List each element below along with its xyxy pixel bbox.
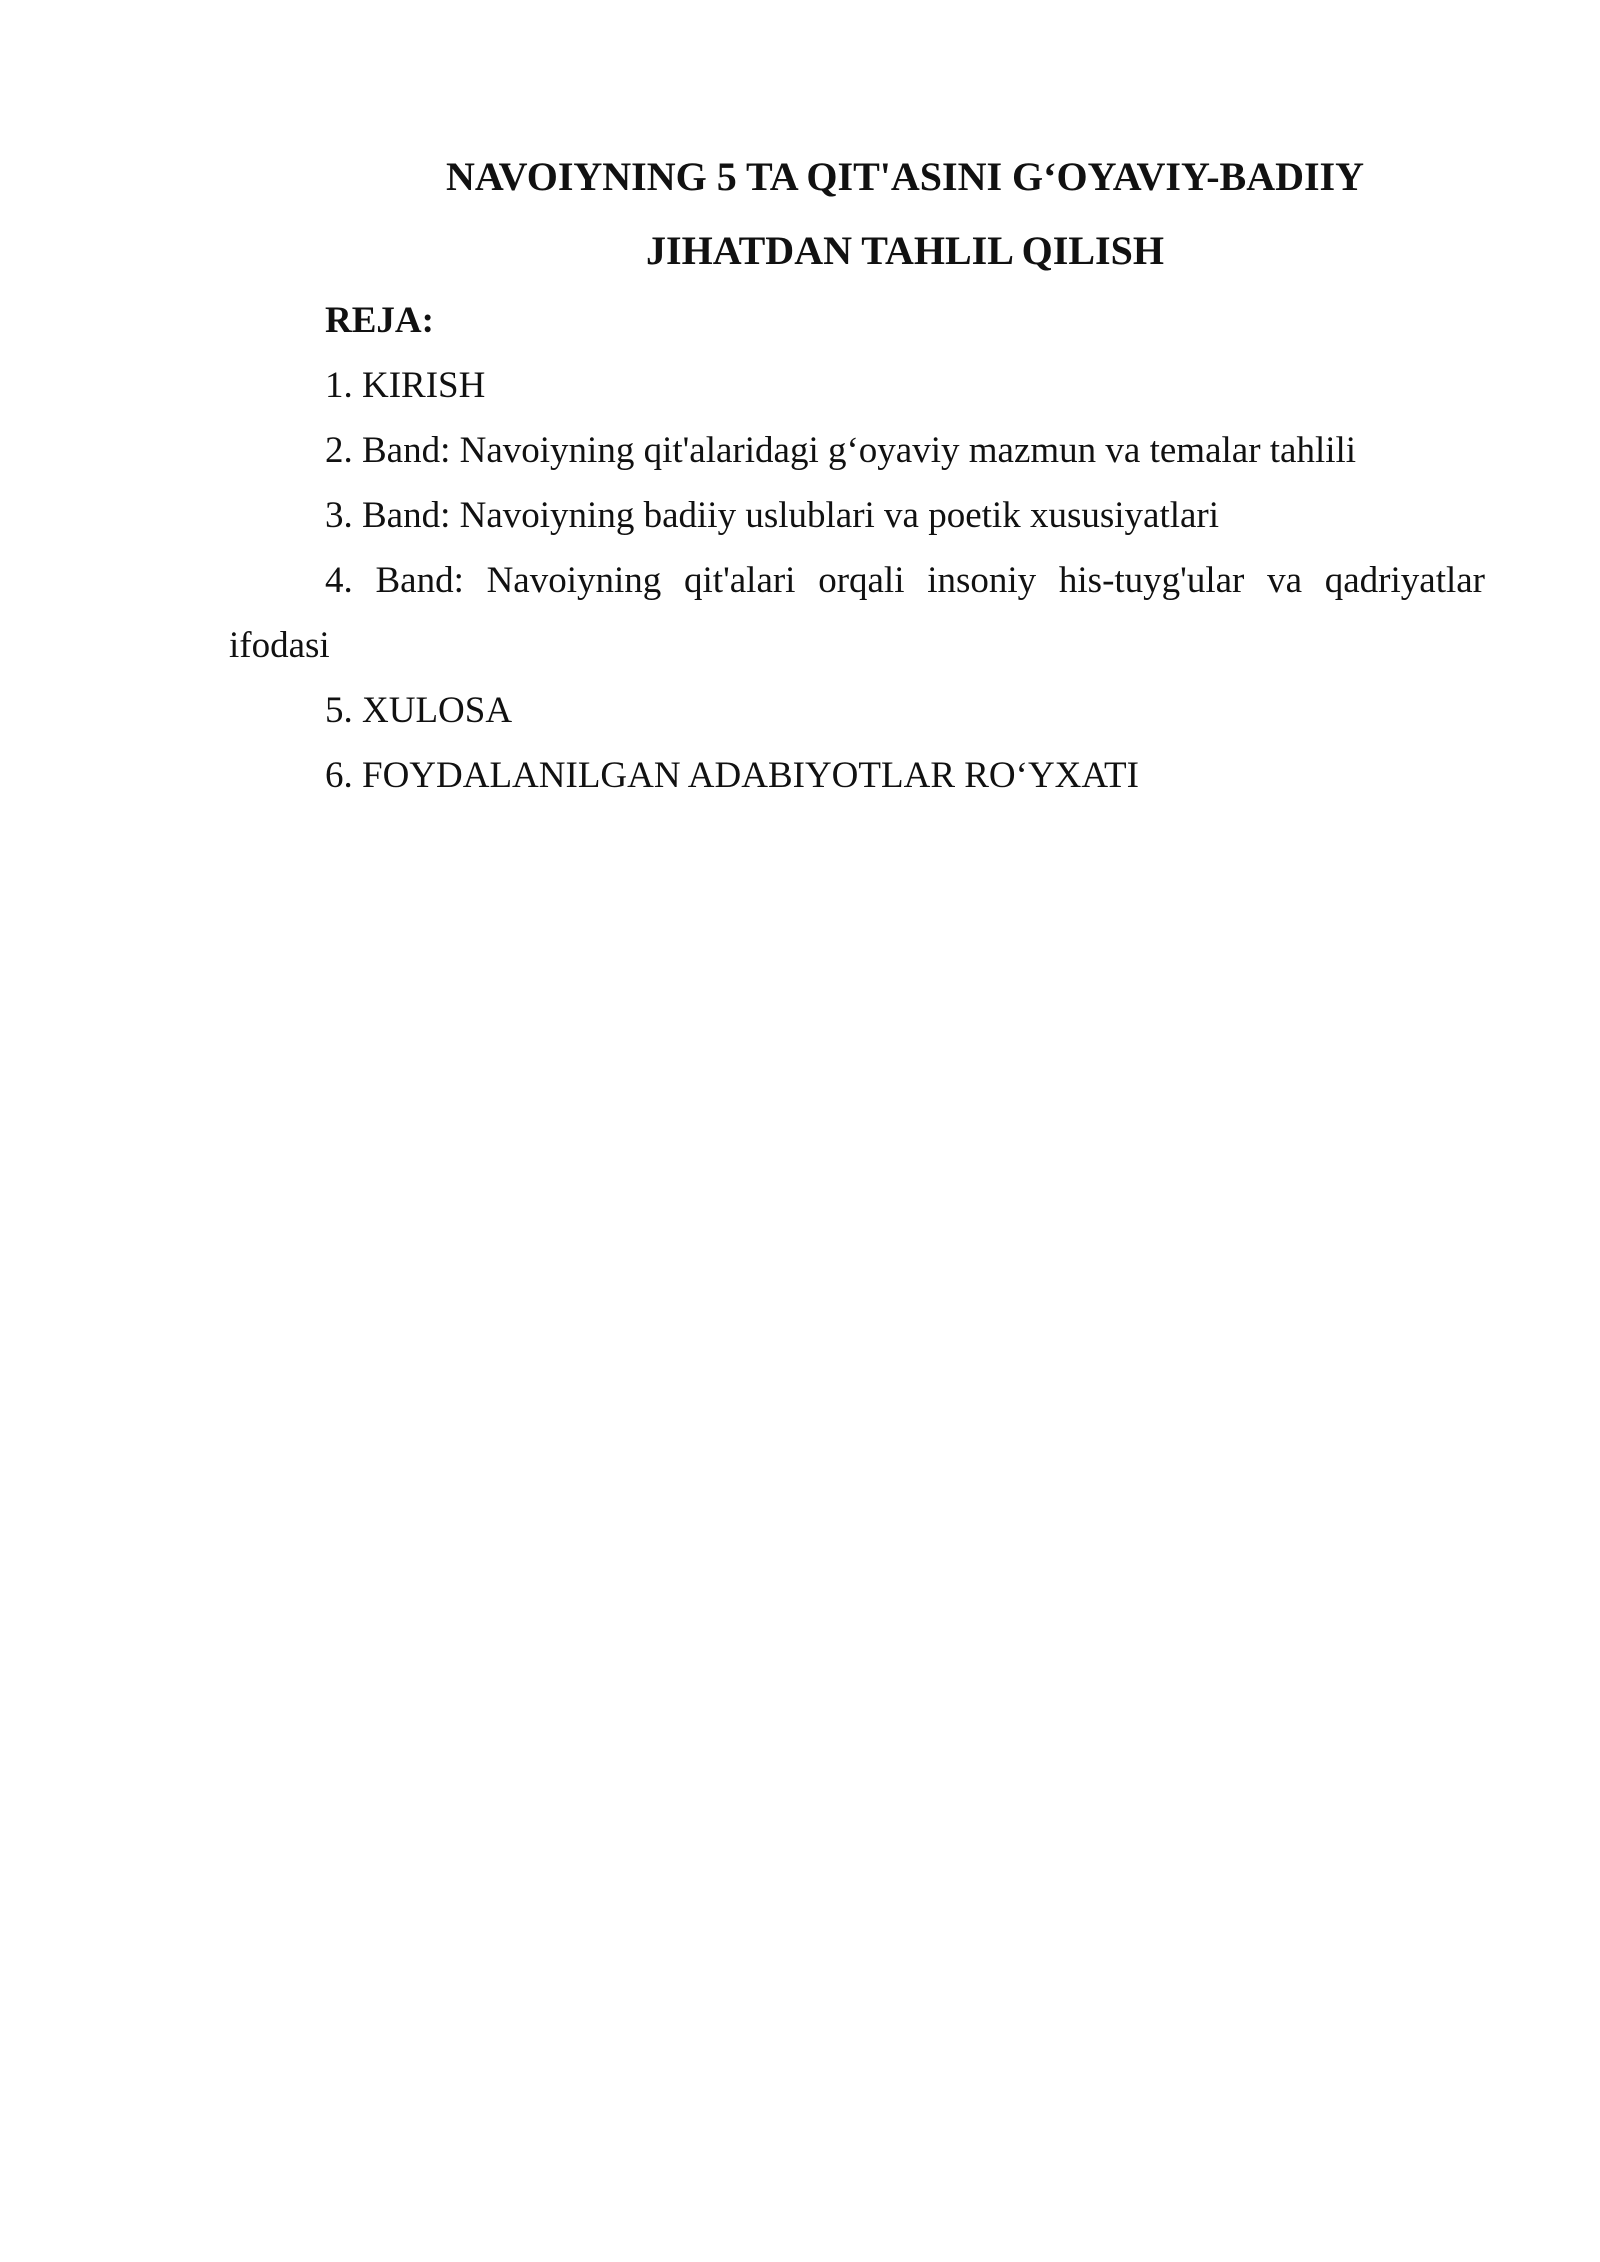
- plan-heading: REJA:: [325, 300, 434, 341]
- plan-item-references: 6. FOYDALANILGAN ADABIYOTLAR RO‘YXATI: [325, 755, 1139, 796]
- document-title: [229, 140, 1485, 288]
- plan-item-section-2: 2. Band: Navoiyning qit'alaridagi g‘oyaviy mazmun va temalar tahlili: [325, 430, 1357, 471]
- plan-item-intro: 1. KIRISH: [325, 365, 486, 406]
- plan-item-section-3: 3. Band: Navoiyning badiiy uslublari va poetik xususiyatlari: [325, 495, 1220, 536]
- plan-list: [229, 353, 1485, 808]
- page-content: [229, 140, 1485, 808]
- title-line-2: JIHATDAN TAHLIL QILISH: [646, 228, 1164, 273]
- plan-item-section-4: 4. Band: Navoiyning qit'alari orqali insoniy his-tuyg'ular va qadriyatlar ifodasi: [229, 560, 1485, 666]
- title-line-1: NAVOIYNING 5 TA QIT'ASINI G‘OYAVIY-BADIIY: [446, 154, 1364, 199]
- plan-item-conclusion: 5. XULOSA: [325, 690, 513, 731]
